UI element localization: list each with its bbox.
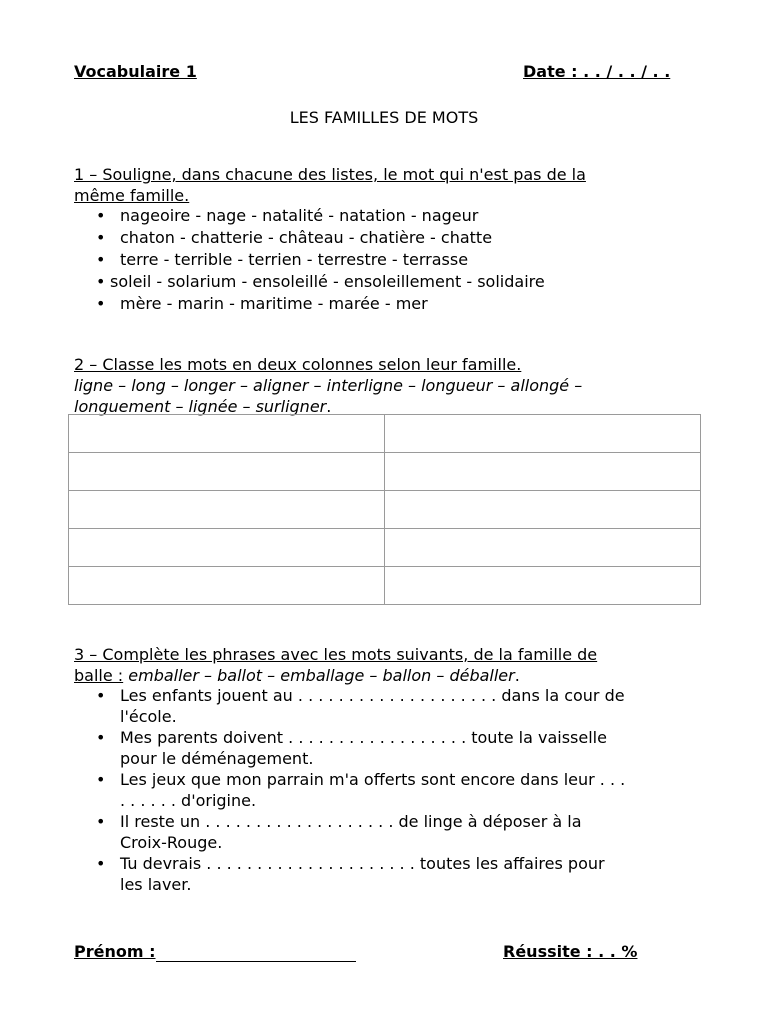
sentence-line: Croix-Rouge. <box>120 833 223 852</box>
sentence-line[interactable]: Les enfants jouent au . . . . . . . . . . . . . . . . . . . . dans la cour de <box>120 686 625 705</box>
word-list[interactable]: mère - marin - maritime - marée - mer <box>120 294 428 313</box>
sentence-line[interactable]: Tu devrais . . . . . . . . . . . . . . . . . . . . . toutes les affaires pour <box>120 854 605 873</box>
word-list[interactable]: nageoire - nage - natalité - natation - nageur <box>120 206 479 225</box>
bullet-icon: • <box>96 206 106 225</box>
word-list[interactable]: terre - terrible - terrien - terrestre - terrasse <box>120 250 469 269</box>
bullet-icon: • <box>96 728 106 747</box>
list-item <box>74 271 545 293</box>
table-row <box>69 529 701 567</box>
exercise3-instruction-line1: 3 – Complète les phrases avec les mots suivants, de la famille de <box>74 645 598 664</box>
list-item <box>74 685 714 727</box>
bullet-icon: • <box>96 686 106 705</box>
list-item <box>74 853 714 895</box>
table-cell[interactable] <box>385 415 701 453</box>
sentence-line[interactable]: Il reste un . . . . . . . . . . . . . . . . . . . de linge à déposer à la <box>120 812 582 831</box>
page-title: LES FAMILLES DE MOTS <box>289 108 479 127</box>
bullet-icon: • <box>96 250 106 269</box>
exercise1-instruction-line2: même famille. <box>74 186 190 205</box>
bullet-icon: • <box>96 812 106 831</box>
exercise3-sentences <box>74 685 714 895</box>
name-field <box>74 941 356 962</box>
list-item <box>74 727 714 769</box>
sentence-line[interactable]: . . . . . . d'origine. <box>120 791 257 810</box>
table-cell[interactable] <box>385 567 701 605</box>
list-item <box>74 769 714 811</box>
exercise1-instruction-line1: 1 – Souligne, dans chacune des listes, le mot qui n'est pas de la <box>74 165 586 184</box>
sentence-line[interactable]: Mes parents doivent . . . . . . . . . . . . . . . . . . toute la vaisselle <box>120 728 607 747</box>
table-cell[interactable] <box>69 567 385 605</box>
exercise2-words-line2: longuement – lignée – surligner. <box>74 397 332 416</box>
exercise1-word-lists <box>74 205 545 315</box>
word-list[interactable]: soleil - solarium - ensoleillé - ensoleillement - solidaire <box>110 272 545 291</box>
bullet-icon: • <box>96 854 106 873</box>
table-row <box>69 567 701 605</box>
bullet-icon: • <box>96 228 106 247</box>
table-cell[interactable] <box>69 415 385 453</box>
table-cell[interactable] <box>69 491 385 529</box>
table-cell[interactable] <box>69 529 385 567</box>
table-cell[interactable] <box>69 453 385 491</box>
bullet-icon: • <box>96 770 106 789</box>
table-row <box>69 491 701 529</box>
word-list[interactable]: chaton - chatterie - château - chatière - chatte <box>120 228 493 247</box>
classification-table <box>68 414 701 605</box>
bullet-icon: • <box>96 272 106 291</box>
exercise3-instruction-line2: balle : emballer – ballot – emballage – ballon – déballer. <box>74 666 520 685</box>
exercise2-words-line1: ligne – long – longer – aligner – interligne – longueur – allongé – <box>74 376 583 395</box>
list-item <box>74 205 545 227</box>
sentence-line: Les jeux que mon parrain m'a offerts sont encore dans leur . . . <box>120 770 626 789</box>
table-cell[interactable] <box>385 453 701 491</box>
date-label: Date : . . / . . / . . <box>523 62 671 81</box>
list-item <box>74 227 545 249</box>
table-row <box>69 415 701 453</box>
name-label: Prénom : <box>74 942 156 961</box>
list-item <box>74 293 545 315</box>
list-item <box>74 249 545 271</box>
list-item <box>74 811 714 853</box>
score-label: Réussite : . . % <box>503 942 638 961</box>
table-cell[interactable] <box>385 491 701 529</box>
bullet-icon: • <box>96 294 106 313</box>
worksheet-title: Vocabulaire 1 <box>74 62 197 81</box>
sentence-line: pour le déménagement. <box>120 749 314 768</box>
sentence-line: les laver. <box>120 875 192 894</box>
exercise2-instruction: 2 – Classe les mots en deux colonnes selon leur famille. <box>74 355 522 374</box>
name-blank[interactable] <box>156 944 356 962</box>
table-cell[interactable] <box>385 529 701 567</box>
table-row <box>69 453 701 491</box>
sentence-line: l'école. <box>120 707 177 726</box>
